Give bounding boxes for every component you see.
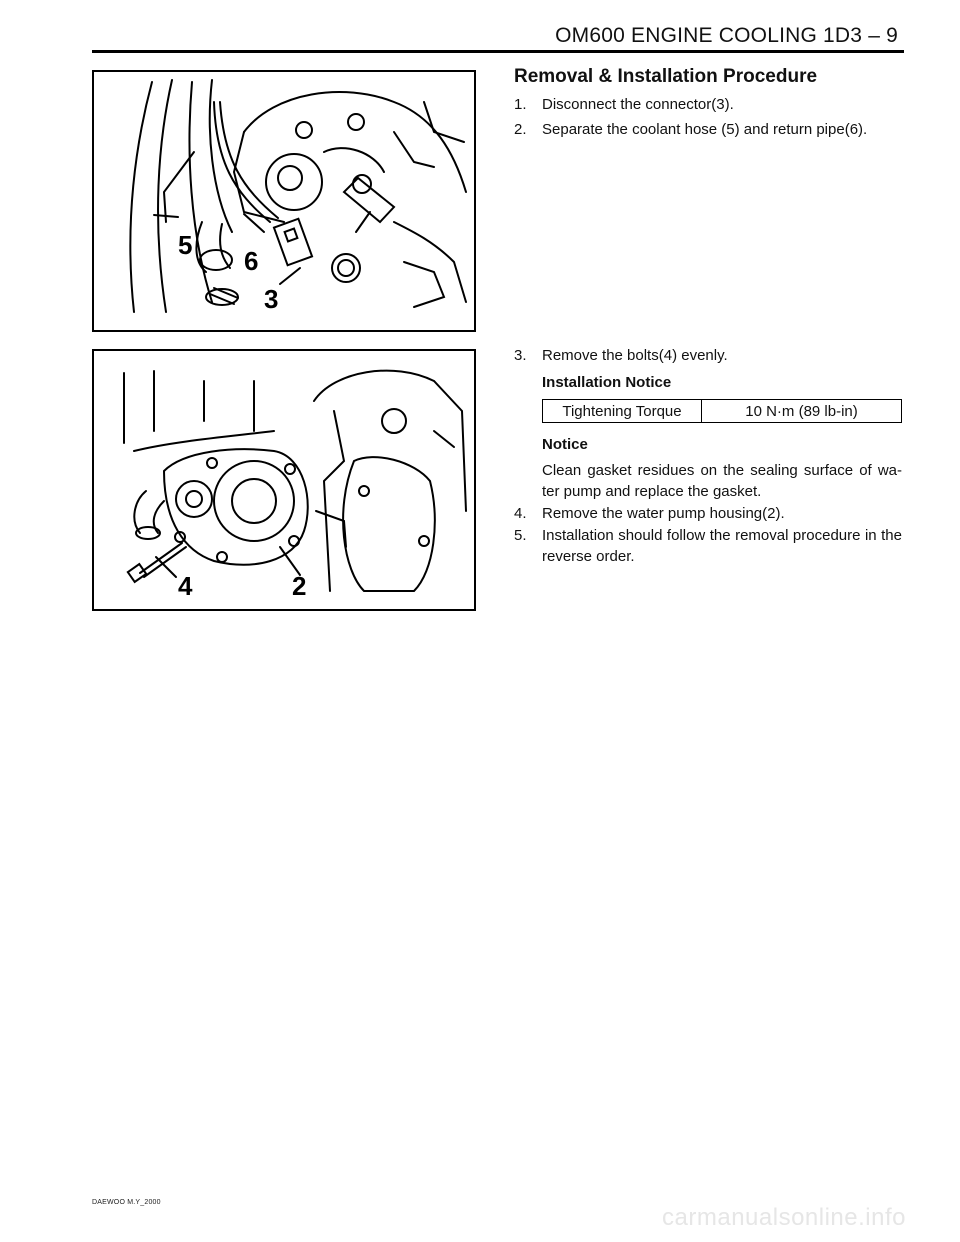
torque-label-cell: Tightening Torque (543, 400, 702, 423)
step-text: Remove the water pump housing(2). (542, 505, 785, 522)
callout-2: 2 (292, 571, 307, 601)
torque-value-cell: 10 N·m (89 lb-in) (702, 400, 902, 423)
engine-illustration-2 (94, 351, 474, 609)
step-item (514, 94, 902, 115)
notice-label: Notice (542, 436, 588, 453)
step-item (514, 525, 902, 567)
engine-illustration-1 (94, 72, 474, 330)
callout-4: 4 (178, 571, 193, 601)
callout-6: 6 (244, 246, 259, 276)
figure-connector-hose (92, 70, 476, 332)
step-text: Separate the coolant hose (5) and return pipe(6). (542, 121, 868, 138)
section-heading: Removal & Installation Procedure (514, 66, 818, 87)
step-item (514, 119, 902, 140)
torque-table (542, 399, 902, 423)
step-text: Installation should follow the removal procedure in the reverse order. (542, 527, 902, 565)
header-rule (92, 50, 904, 53)
callout-5: 5 (178, 230, 193, 260)
step-number: 1. (514, 96, 527, 113)
watermark: carmanualsonline.info (662, 1204, 906, 1231)
page-header-title: OM600 ENGINE COOLING 1D3 – 9 (555, 24, 898, 47)
step-item (514, 503, 902, 524)
figure-pump-housing (92, 349, 476, 611)
step-number: 4. (514, 505, 527, 522)
callout-3: 3 (264, 284, 279, 314)
step-number: 3. (514, 347, 527, 364)
step-item (514, 345, 902, 366)
notice-text: Clean gasket residues on the sealing surface of wa-ter pump and replace the gasket. (542, 462, 902, 500)
installation-notice-label: Installation Notice (542, 374, 672, 391)
step-number: 5. (514, 527, 527, 544)
step-text: Disconnect the connector(3). (542, 96, 734, 113)
step-text: Remove the bolts(4) evenly. (542, 347, 728, 364)
footer-code: DAEWOO M.Y_2000 (92, 1199, 161, 1206)
step-number: 2. (514, 121, 527, 138)
